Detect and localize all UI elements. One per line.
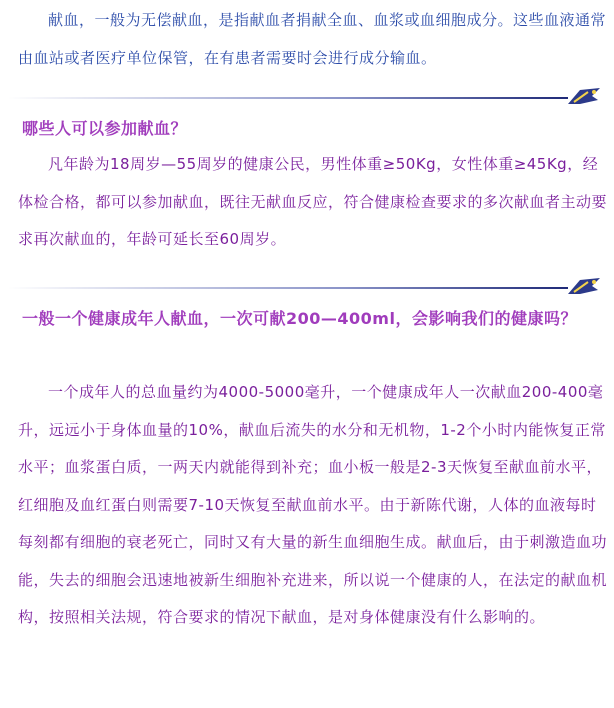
eligibility-paragraph: 凡年龄为18周岁—55周岁的健康公民，男性体重≥50Kg，女性体重≥45Kg，经体检合格，都可以参加献血，既往无献血反应，符合健康检查要求的多次献血者主动要求再次献血的，年龄可延长至60周岁。	[18, 155, 608, 248]
section-heading-eligibility: 哪些人可以参加献血？	[22, 119, 188, 138]
health-impact-paragraph: 一个成年人的总血量约为4000-5000毫升，一个健康成年人一次献血200-400毫升，远远小于身体血量的10%，献血后流失的水分和无机物，1-2个小时内能恢复正常水平；血浆蛋白质，一两天内就能得到补充；血小板一般是2-3天恢复至献血前水平，红细胞及血红蛋白则需要7-10天恢复至献血前水平。由于新陈代谢，人体的血液每时每刻都有细胞的衰老死亡，同时又有大量的新生血细胞生成。献血后，由于刺激造血功能，失去的细胞会迅速地被新生细胞补充进来，所以说一个健康的人，在法定的献血机构，按照相关法规，符合要求的情况下献血，是对身体健康没有什么影响的。	[18, 383, 608, 626]
quill-pen-icon	[568, 278, 600, 294]
intro-paragraph: 献血，一般为无偿献血，是指献血者捐献全血、血浆或血细胞成分。这些血液通常由血站或者医疗单位保管，在有患者需要时会进行成分输血。	[18, 11, 607, 67]
section-heading-health-impact: 一般一个健康成年人献血，一次可献200—400ml，会影响我们的健康吗？	[22, 309, 577, 328]
section-divider	[8, 86, 606, 106]
quill-pen-icon	[568, 88, 600, 104]
section-divider	[8, 276, 606, 296]
